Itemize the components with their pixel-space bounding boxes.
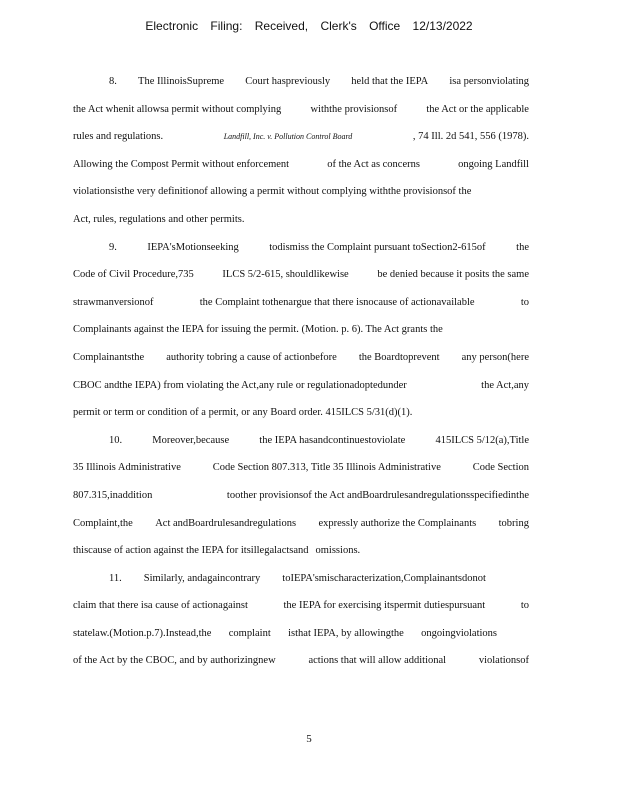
text-segment: to: [520, 600, 529, 612]
paragraph-11-line-4: [73, 647, 529, 675]
text-segment: toIEPA'smischaracterization,Complainantsdonot: [282, 572, 486, 584]
text-segment: the: [516, 241, 529, 253]
paragraph-10-line-4: [73, 510, 529, 538]
text-segment: toother provisionsof the Act andBoardrulesandregulationsspecifiedinthe: [226, 489, 529, 501]
text-segment: actions that will allow additional: [308, 655, 447, 667]
text-segment: isa personviolating: [449, 76, 529, 87]
text-segment: the Boardtoprevent: [358, 351, 440, 363]
text-segment: Similarly, andagaincontrary: [143, 572, 261, 584]
text-segment: The IllinoisSupreme: [138, 76, 225, 87]
text-segment: omissions.: [315, 545, 361, 557]
paragraph-8-line-3: [73, 123, 529, 151]
text-segment: rules and regulations.: [73, 131, 164, 143]
paragraph-8-line-5: [73, 178, 529, 206]
text-segment: 35 Illinois Administrative: [73, 462, 181, 474]
text-segment: statelaw.(Motion.p.7).Instead,the: [73, 627, 212, 639]
text-segment: , 74 Ill. 2d 541, 556 (1978).: [412, 131, 529, 143]
paragraph-9-line-2: [73, 261, 529, 289]
text-segment: IEPA'sMotionseeking: [147, 241, 239, 253]
text-segment: Act, rules, regulations and other permits.: [73, 213, 245, 225]
text-segment: todismiss the Complaint pursuant toSection2-615of: [269, 241, 486, 253]
paragraph-8-line-4: [73, 151, 529, 179]
filing-header: Electronic Filing: Received, Clerk's Office 12/13/2022: [145, 19, 473, 33]
text-segment: any person(here: [461, 351, 529, 363]
text-segment: ongoing Landfill: [458, 158, 529, 170]
paragraph-9-line-1: [73, 234, 529, 262]
text-segment: Code Section: [472, 462, 529, 474]
paragraph-10-line-1: [73, 427, 529, 455]
paragraph-number: 11.: [109, 572, 122, 584]
text-segment: Court haspreviously: [245, 76, 331, 87]
text-segment: Complainantsthe: [73, 351, 145, 363]
paragraph-10-line-5: [73, 537, 529, 565]
text-segment: violationsisthe very definitionof allowing a permit without complying withthe provisionsof the: [73, 186, 472, 198]
paragraph-9-line-6: [73, 372, 529, 400]
text-segment: strawmanversionof: [73, 296, 154, 308]
paragraph-9-line-5: [73, 344, 529, 372]
paragraph-number: 8.: [109, 76, 117, 87]
text-segment: Allowing the Compost Permit without enforcement: [73, 158, 290, 170]
text-segment: be denied because it posits the same: [377, 269, 529, 281]
text-segment: claim that there isa cause of actionagainst: [73, 600, 248, 612]
text-segment: Complainants against the IEPA for issuing the permit. (Motion. p. 6). The Act grants the: [73, 324, 443, 336]
paragraph-10-line-2: [73, 454, 529, 482]
paragraph-8-line-6: [73, 206, 529, 234]
text-segment: withthe provisionsof: [310, 103, 398, 115]
text-segment: isthat IEPA, by allowingthe: [288, 627, 404, 639]
text-segment: authority tobring a cause of actionbefore: [166, 351, 337, 363]
text-segment: violationsof: [478, 655, 529, 667]
paragraph-11-line-1: [73, 565, 529, 593]
text-segment: Moreover,because: [152, 434, 230, 446]
paragraph-9-line-7: [73, 399, 529, 427]
text-segment: 415ILCS 5/12(a),Title: [435, 434, 529, 446]
text-segment: ILCS 5/2-615, shouldlikewise: [222, 269, 349, 281]
paragraph-9-line-4: [73, 316, 529, 344]
text-segment: Code Section 807.313, Title 35 Illinois Administrative: [212, 462, 441, 474]
text-segment: 807.315,inaddition: [73, 489, 153, 501]
text-segment: thiscause of action against the IEPA for itsillegalactsand: [73, 545, 309, 557]
paragraph-11-line-2: [73, 592, 529, 620]
text-segment: the Complaint tothenargue that there isnocause of actionavailable: [199, 296, 475, 308]
text-segment: the IEPA for exercising itspermit dutiespursuant: [283, 600, 486, 612]
text-segment: expressly authorize the Complainants: [318, 517, 477, 529]
case-citation: Landfill, Inc. v. Pollution Control Board: [223, 132, 353, 142]
text-segment: the Act whenit allowsa permit without complying: [73, 103, 282, 115]
text-segment: Code of Civil Procedure,735: [73, 269, 194, 281]
text-segment: the IEPA hasandcontinuestoviolate: [259, 434, 406, 446]
text-segment: of the Act as concerns: [327, 158, 420, 170]
paragraph-number: 10.: [109, 434, 123, 446]
text-segment: of the Act by the CBOC, and by authorizingnew: [73, 655, 276, 667]
page-number: 5: [306, 733, 312, 745]
text-segment: the Act,any: [481, 379, 529, 391]
paragraph-9-line-3: [73, 289, 529, 317]
document-body: [73, 68, 529, 675]
text-segment: the Act or the applicable: [426, 103, 529, 115]
text-segment: ongoingviolations: [421, 627, 497, 639]
text-segment: held that the IEPA: [351, 76, 429, 87]
paragraph-8-line-1: [73, 68, 529, 96]
paragraph-8-line-2: [73, 96, 529, 124]
text-segment: CBOC andthe IEPA) from violating the Act,any rule or regulationadoptedunder: [73, 379, 407, 391]
text-segment: complaint: [228, 627, 271, 639]
paragraph-number: 9.: [109, 241, 117, 253]
text-segment: permit or term or condition of a permit, or any Board order. 415ILCS 5/31(d)(1).: [73, 407, 413, 419]
paragraph-11-line-3: [73, 620, 529, 648]
text-segment: Complaint,the: [73, 517, 133, 529]
text-segment: Act andBoardrulesandregulations: [155, 517, 297, 529]
paragraph-10-line-3: [73, 482, 529, 510]
text-segment: tobring: [498, 517, 529, 529]
text-segment: to: [520, 296, 529, 308]
